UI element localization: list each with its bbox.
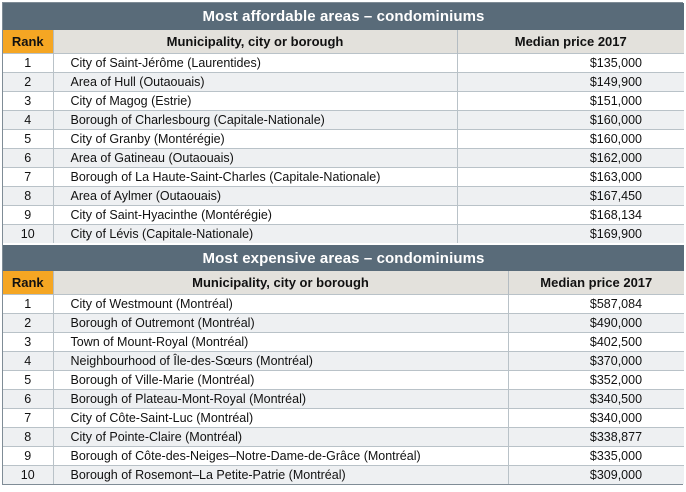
price-cell: $162,000 <box>457 148 684 167</box>
table-row <box>3 110 684 129</box>
table-row <box>3 129 684 148</box>
rank-cell: 8 <box>3 186 53 205</box>
municipality-cell: Town of Mount-Royal (Montréal) <box>53 332 508 351</box>
expensive-title: Most expensive areas – condominiums <box>3 244 684 271</box>
price-cell: $135,000 <box>457 53 684 72</box>
rank-cell: 9 <box>3 205 53 224</box>
rank-cell: 3 <box>3 91 53 110</box>
table-row <box>3 465 684 484</box>
municipality-cell: Borough of Plateau-Mont-Royal (Montréal) <box>53 389 508 408</box>
table-row <box>3 205 684 224</box>
rank-cell: 3 <box>3 332 53 351</box>
price-cell: $167,450 <box>457 186 684 205</box>
table-row <box>3 370 684 389</box>
municipality-cell: City of Lévis (Capitale-Nationale) <box>53 224 457 243</box>
table-row <box>3 389 684 408</box>
rank-header: Rank <box>3 30 53 53</box>
municipality-header: Municipality, city or borough <box>53 30 457 53</box>
rank-cell: 7 <box>3 408 53 427</box>
municipality-cell: Borough of Outremont (Montréal) <box>53 313 508 332</box>
rank-cell: 6 <box>3 389 53 408</box>
municipality-header: Municipality, city or borough <box>53 271 508 294</box>
price-cell: $352,000 <box>508 370 684 389</box>
rank-cell: 5 <box>3 129 53 148</box>
municipality-cell: Area of Gatineau (Outaouais) <box>53 148 457 167</box>
rank-cell: 10 <box>3 224 53 243</box>
price-cell: $340,500 <box>508 389 684 408</box>
price-cell: $340,000 <box>508 408 684 427</box>
municipality-cell: Area of Hull (Outaouais) <box>53 72 457 91</box>
municipality-cell: City of Saint-Jérôme (Laurentides) <box>53 53 457 72</box>
municipality-cell: City of Saint-Hyacinthe (Montérégie) <box>53 205 457 224</box>
municipality-cell: City of Magog (Estrie) <box>53 91 457 110</box>
affordable-table <box>3 3 684 243</box>
municipality-cell: Borough of Côte-des-Neiges–Notre-Dame-de-Grâce (Montréal) <box>53 446 508 465</box>
price-cell: $169,900 <box>457 224 684 243</box>
municipality-cell: City of Westmount (Montréal) <box>53 294 508 313</box>
price-cell: $151,000 <box>457 91 684 110</box>
table-row <box>3 351 684 370</box>
rank-cell: 5 <box>3 370 53 389</box>
table-row <box>3 72 684 91</box>
municipality-cell: Borough of Ville-Marie (Montréal) <box>53 370 508 389</box>
condo-price-tables <box>2 2 683 485</box>
price-cell: $335,000 <box>508 446 684 465</box>
table-row <box>3 408 684 427</box>
rank-cell: 2 <box>3 313 53 332</box>
price-header: Median price 2017 <box>508 271 684 294</box>
municipality-cell: City of Côte-Saint-Luc (Montréal) <box>53 408 508 427</box>
table-row <box>3 167 684 186</box>
table-row <box>3 294 684 313</box>
price-cell: $402,500 <box>508 332 684 351</box>
rank-cell: 7 <box>3 167 53 186</box>
municipality-cell: Neighbourhood of Île-des-Sœurs (Montréal) <box>53 351 508 370</box>
price-cell: $490,000 <box>508 313 684 332</box>
price-cell: $168,134 <box>457 205 684 224</box>
price-cell: $370,000 <box>508 351 684 370</box>
expensive-table <box>3 243 684 484</box>
rank-cell: 9 <box>3 446 53 465</box>
municipality-cell: Borough of Rosemont–La Petite-Patrie (Montréal) <box>53 465 508 484</box>
price-cell: $160,000 <box>457 110 684 129</box>
municipality-cell: Borough of La Haute-Saint-Charles (Capitale-Nationale) <box>53 167 457 186</box>
table-row <box>3 224 684 243</box>
price-cell: $149,900 <box>457 72 684 91</box>
rank-cell: 8 <box>3 427 53 446</box>
rank-cell: 4 <box>3 110 53 129</box>
table-row <box>3 313 684 332</box>
table-row <box>3 148 684 167</box>
rank-cell: 4 <box>3 351 53 370</box>
table-row <box>3 332 684 351</box>
price-cell: $160,000 <box>457 129 684 148</box>
rank-cell: 1 <box>3 294 53 313</box>
municipality-cell: City of Pointe-Claire (Montréal) <box>53 427 508 446</box>
table-row <box>3 53 684 72</box>
table-row <box>3 427 684 446</box>
affordable-title: Most affordable areas – condominiums <box>3 3 684 30</box>
rank-cell: 10 <box>3 465 53 484</box>
price-cell: $163,000 <box>457 167 684 186</box>
rank-cell: 6 <box>3 148 53 167</box>
table-row <box>3 91 684 110</box>
municipality-cell: City of Granby (Montérégie) <box>53 129 457 148</box>
table-row <box>3 186 684 205</box>
rank-cell: 1 <box>3 53 53 72</box>
municipality-cell: Borough of Charlesbourg (Capitale-Nationale) <box>53 110 457 129</box>
rank-header: Rank <box>3 271 53 294</box>
table-row <box>3 446 684 465</box>
price-cell: $338,877 <box>508 427 684 446</box>
price-header: Median price 2017 <box>457 30 684 53</box>
rank-cell: 2 <box>3 72 53 91</box>
price-cell: $587,084 <box>508 294 684 313</box>
price-cell: $309,000 <box>508 465 684 484</box>
municipality-cell: Area of Aylmer (Outaouais) <box>53 186 457 205</box>
